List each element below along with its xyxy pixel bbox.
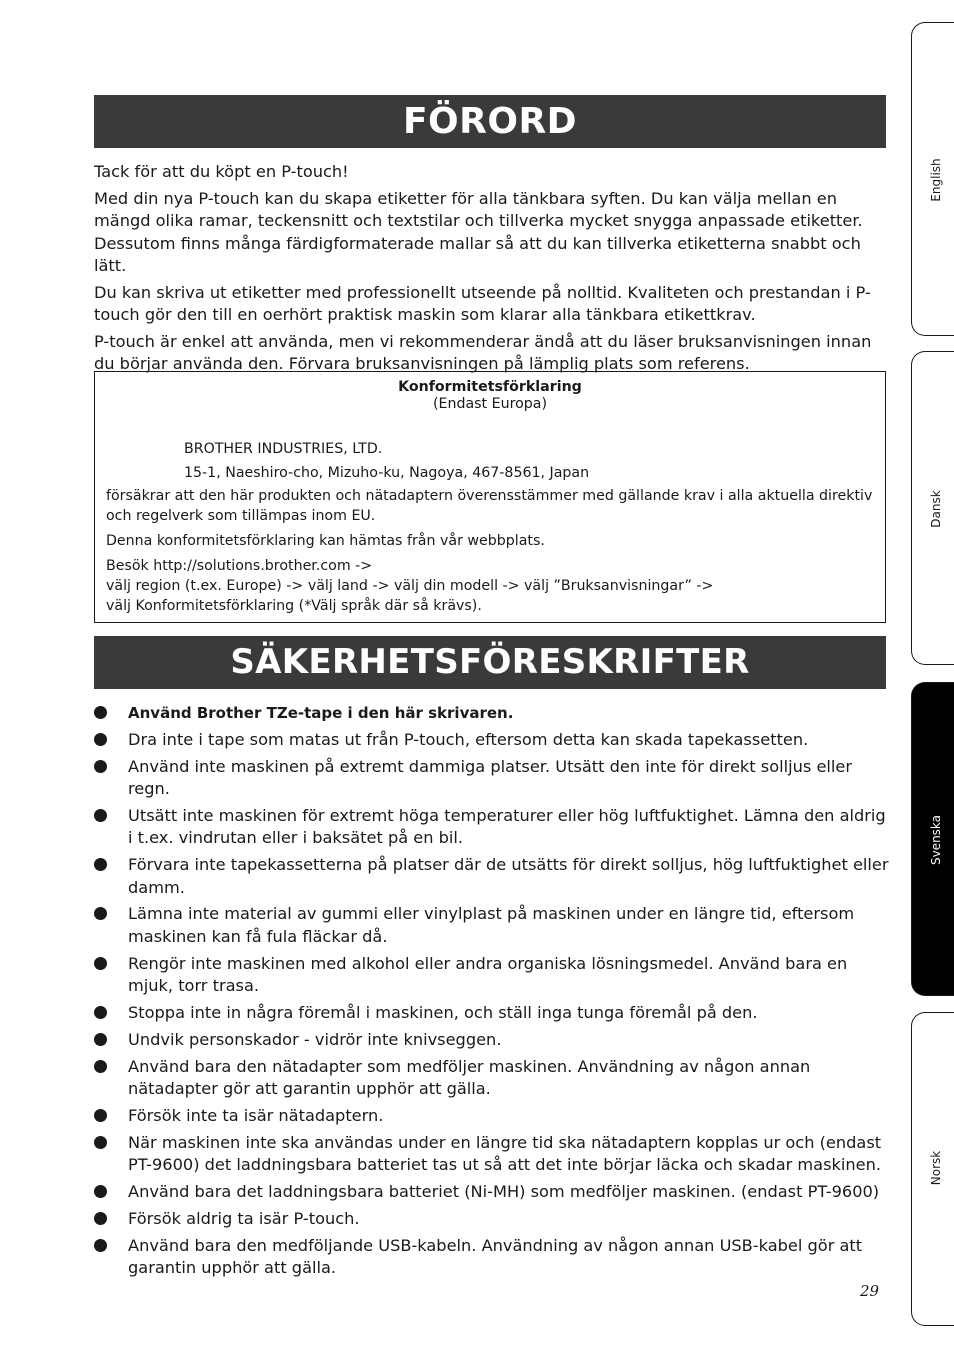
declaration-visit-line: Besök http://solutions.brother.com -> xyxy=(106,558,373,574)
safety-item-text: Förvara inte tapekassetterna på platser där de utsätts för direkt solljus, hög luftfuktighet eller damm. xyxy=(128,855,889,897)
language-tab-label: English xyxy=(929,158,943,202)
safety-item-text: Stoppa inte in några föremål i maskinen, och ställ inga tunga föremål på den. xyxy=(128,1003,758,1023)
safety-item-text: Använd Brother TZe-tape i den här skrivaren. xyxy=(128,704,514,722)
bullet-icon xyxy=(94,1033,107,1046)
bullet-icon xyxy=(94,1006,107,1019)
conformity-declaration-box xyxy=(94,371,886,623)
safety-item xyxy=(94,953,894,998)
safety-item xyxy=(94,854,894,899)
safety-item-text: Använd bara den medföljande USB-kabeln. Användning av någon annan USB-kabel gör att garantin upphör att gälla. xyxy=(128,1235,863,1278)
bullet-icon xyxy=(94,809,107,822)
intro-paragraph: Med din nya P-touch kan du skapa etiketter för alla tänkbara syften. Du kan välja mellan en mängd olika ramar, teckensnitt och textstilar och tillverka mycket snygga anpassade etiketter. Dessutom finns många färdigformaterade mallar så att du kan tillverka etiketterna snabbt och lätt. xyxy=(94,188,863,275)
safety-item-text: Använd bara den nätadapter som medföljer maskinen. Användning av någon annan nätadapter gör att garantin upphör att gälla. xyxy=(128,1056,811,1099)
safety-heading: SÄKERHETSFÖRESKRIFTER xyxy=(94,636,886,689)
page-number: 29 xyxy=(860,1282,880,1300)
declaration-visit-line: välj region (t.ex. Europe) -> välj land -> välj din modell -> välj ”Bruksanvisningar” -> xyxy=(106,578,714,594)
language-tab-dansk[interactable] xyxy=(911,351,954,665)
safety-item-text: Försök inte ta isär nätadaptern. xyxy=(128,1105,384,1125)
language-tab-label: Norsk xyxy=(929,1150,943,1186)
declaration-download: Denna konformitetsförklaring kan hämtas från vår webbplats. xyxy=(106,533,545,549)
bullet-icon xyxy=(94,907,107,920)
safety-item xyxy=(94,805,894,850)
bullet-icon xyxy=(94,1136,107,1149)
safety-item-text: Rengör inte maskinen med alkohol eller andra organiska lösningsmedel. Använd bara en mjuk, torr trasa. xyxy=(128,953,848,996)
safety-item xyxy=(94,1132,894,1177)
language-tab-label: Svenska xyxy=(929,814,943,866)
declaration-company: BROTHER INDUSTRIES, LTD. xyxy=(184,441,383,457)
safety-list xyxy=(94,702,894,1284)
language-tab-english[interactable] xyxy=(911,22,954,336)
safety-item xyxy=(94,1105,894,1128)
safety-item xyxy=(94,1056,894,1101)
safety-item-text: Använd bara det laddningsbara batteriet (Ni-MH) som medföljer maskinen. (endast PT-9600) xyxy=(128,1182,880,1202)
declaration-statement: försäkrar att den här produkten och nätadaptern överensstämmer med gällande krav i alla aktuella direktiv och regelverk som tillämpas inom EU. xyxy=(106,488,873,524)
intro-paragraph: Tack för att du köpt en P-touch! xyxy=(94,162,349,181)
declaration-address: 15-1, Naeshiro-cho, Mizuho-ku, Nagoya, 467-8561, Japan xyxy=(184,465,590,481)
safety-item xyxy=(94,729,894,752)
safety-item xyxy=(94,1002,894,1025)
safety-item-text: När maskinen inte ska användas under en längre tid ska nätadaptern kopplas ur och (endast PT-9600) det laddningsbara batteriet tas ut så att det inte börjar läcka och skadar maskinen. xyxy=(128,1132,882,1175)
intro-paragraph: P-touch är enkel att använda, men vi rekommenderar ändå att du läser bruksanvisningen innan du börjar använda den. Förvara bruksanvisningen på lämplig plats som referens. xyxy=(94,331,872,373)
safety-item-text: Undvik personskador - vidrör inte knivseggen. xyxy=(128,1029,502,1049)
safety-item xyxy=(94,756,894,801)
intro-text xyxy=(94,161,894,380)
bullet-icon xyxy=(94,957,107,970)
safety-item-text: Dra inte i tape som matas ut från P-touch, eftersom detta kan skada tapekassetten. xyxy=(128,729,809,749)
bullet-icon xyxy=(94,706,107,719)
safety-item-text: Använd inte maskinen på extremt dammiga platser. Utsätt den inte för direkt solljus eller regn. xyxy=(128,756,853,799)
safety-item xyxy=(94,1181,894,1204)
language-tab-svenska[interactable] xyxy=(911,682,954,996)
declaration-subtitle: (Endast Europa) xyxy=(432,396,548,412)
intro-paragraph: Du kan skriva ut etiketter med professionellt utseende på nolltid. Kvaliteten och prestandan i P-touch gör den till en oerhört praktisk maskin som klarar alla tänkbara etikettkrav. xyxy=(94,282,871,324)
safety-item-text: Utsätt inte maskinen för extremt höga temperaturer eller hög luftfuktighet. Lämna den aldrig i t.ex. vindrutan eller i baksätet på en bil. xyxy=(128,805,886,848)
safety-item-text: Försök aldrig ta isär P-touch. xyxy=(128,1208,360,1228)
safety-item-text: Lämna inte material av gummi eller vinylplast på maskinen under en längre tid, eftersom maskinen kan få fula fläckar då. xyxy=(128,904,855,946)
safety-item xyxy=(94,702,894,725)
safety-item xyxy=(94,1235,894,1280)
bullet-icon xyxy=(94,1185,107,1198)
safety-item xyxy=(94,1029,894,1052)
bullet-icon xyxy=(94,1239,107,1252)
bullet-icon xyxy=(94,1060,107,1073)
safety-item xyxy=(94,903,894,948)
bullet-icon xyxy=(94,760,107,773)
language-tab-norsk[interactable] xyxy=(911,1012,954,1326)
bullet-icon xyxy=(94,858,107,871)
bullet-icon xyxy=(94,1212,107,1225)
bullet-icon xyxy=(94,733,107,746)
forord-heading: FÖRORD xyxy=(94,95,886,148)
declaration-visit-line: välj Konformitetsförklaring (*Välj språk där så krävs). xyxy=(106,598,482,614)
declaration-title: Konformitetsförklaring xyxy=(398,379,582,395)
safety-item xyxy=(94,1208,894,1231)
language-tab-label: Dansk xyxy=(929,490,943,528)
bullet-icon xyxy=(94,1109,107,1122)
